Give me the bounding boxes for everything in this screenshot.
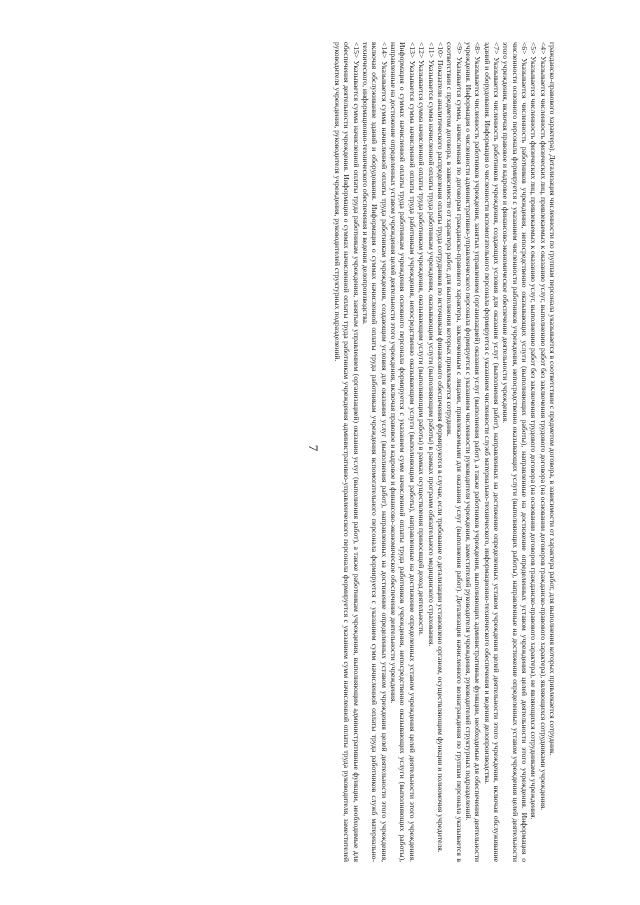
- footnote-paragraph: <11> Указывается сумма начисленной оплаты труда работникам учреждения, оказывающим услуги (выполняющим работы) в рамках программ обязательного медицинского страхования.: [426, 42, 436, 647]
- footnote-paragraph: <7> Указывается численность работников учреждения, создающих условия для оказания услуг (выполнения работ), направленных на достижение определенных уставом учреждения целей деятельности этого учреждения, включая обслуживание зданий и оборудования. Информация о численности вспомогательного персонала формируется с указанием численности служб материально-технического, информационно-технического обеспечения и ведения делопроизводства.: [482, 42, 501, 862]
- footnote-paragraph: <12> Указывается сумма начисленной оплаты труда работникам учреждения, оказывающим услуги (выполняющим работы) в рамках осуществления приносящей доход деятельности.: [417, 42, 427, 636]
- footnote-paragraph: <10> Показатели аналитического распределения оплаты труда сотрудников по источникам финансового обеспечения формируются в случае, если требование о детализации установлено органом, осуществляющим функции и полномочия учредителя.: [435, 42, 445, 853]
- footnote-paragraph: <9> Указывается сумма, начисленная по договорам гражданско-правового характера, заключенным с лицами, привлекаемыми для оказания услуг (выполнения работ). Детализация начисленного вознаграждения по группам персонала указывается в соответствии с предметом договора, в зависимости от характера работ, для выполнения которых привлекается сотрудник.: [445, 42, 464, 862]
- footnote-paragraph: гражданско-правового характера). Детализация численности по группам персонала указывается в соответствии с предметом договора, в зависимости от характера работ, для выполнения которых привлекается сотрудник.: [548, 42, 557, 756]
- footnote-paragraph: <6> Указывается численность работников учреждения, непосредственно оказывающих услуги (выполняющих работы), направленные на достижение определенных уставом учреждения целей деятельности этого учреждения. Информация о численности основного персонала формируется с указанием численности работников учреждения, непосредственно оказывающих услуги (выполняющих работы), направленные на достижение определенных уставом учреждения целей деятельности этого учреждения, включая правовое и кадровое и финансово-экономическое обеспечение деятельности учреждения.: [501, 42, 529, 862]
- footnote-paragraph: <15> Указывается сумма начисленной оплаты труда работникам учреждения, занятым управлением (организацией) оказания услуг (выполнения работ), а также работникам учреждения, выполняющим административные функции, необходимые для обеспечения деятельности учреждения. Информация о суммах начисленной оплаты труда работникам учреждения административно-управленческого персонала формируется с указанием сумм начисленной оплаты труда руководителя, заместителей руководителя учреждения, руководителя учреждения, руководителей структурных подразделений.: [333, 42, 361, 862]
- footnotes-text-block: [87, 42, 557, 862]
- footnote-paragraph: <4> Указывается численность физических лиц, привлекаемых к оказанию услуг, выполнению работ без заключения трудового договора (на основании договоров гражданско-правового характера), являющихся сотрудниками учреждения.: [538, 42, 548, 811]
- footnote-paragraph: <13> Указывается сумма начисленной оплаты труда работникам учреждения, непосредственно оказывающим услуги (выполняющим работы), направленные на достижение определенных уставом учреждения целей деятельности этого учреждения. Информация о суммах начисленной оплаты труда работникам учреждения основного персонала формируется с указанием сумм начисленной оплаты труда работников учреждения, непосредственно оказывающих услуги (выполняющих работы), направленные на достижение определенных уставом учреждения целей деятельности этого учреждения, включая правовое и кадровое и финансово-экономическое обеспечение деятельности учреждения.: [389, 42, 417, 862]
- footnote-paragraph: <14> Указывается сумма начисленной оплаты труда работникам учреждения, создающим условия для оказания услуг (выполнения работ), направленных на достижение определенных уставом учреждения целей деятельности этого учреждения, включая обслуживание зданий и оборудования. Информация о суммах начисленной оплаты труда работникам учреждения вспомогательного персонала формируется с указанием сумм начисленной оплаты труда работников служб материально-технического, информационно-технического обеспечения и ведения делопроизводства.: [361, 42, 389, 862]
- footnote-paragraph: <8> Указывается численность работников учреждения, занятых управлением (организацией) оказания услуг (выполнения работ), а также работников учреждения, выполняющих административные функции, необходимые для обеспечения деятельности учреждения. Информация о численности административно-управленческого персонала формируется с указанием численности руководителя учреждения, заместителей руководителя учреждения, руководителей структурных подразделений.: [463, 42, 483, 862]
- footnote-paragraph: <5> Указывается численность физических лиц, привлекаемых к оказанию услуг, выполнению работ без заключения трудового договора (на основании договоров гражданско-правового характера), не являющихся сотрудниками учреждения.: [529, 42, 539, 820]
- page-number: 7: [306, 444, 321, 452]
